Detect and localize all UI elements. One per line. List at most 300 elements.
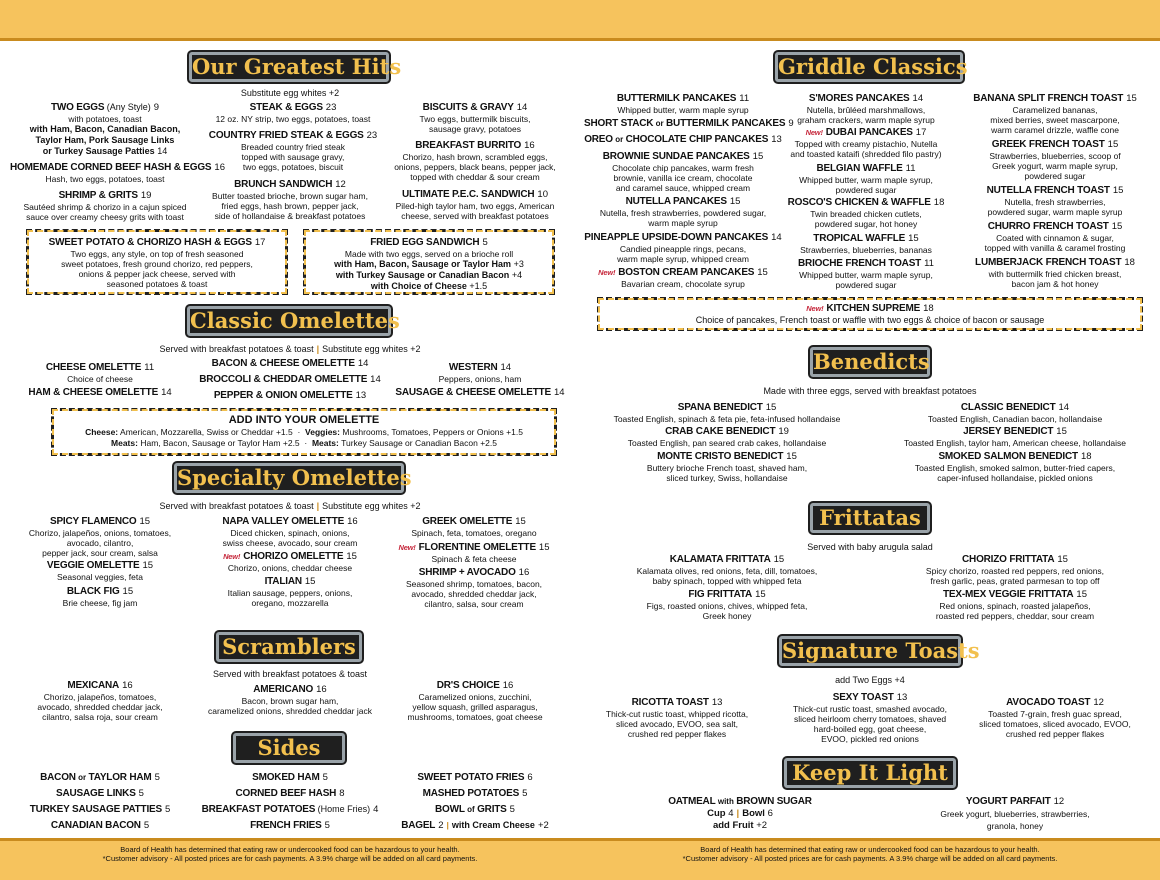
addon-text: Ham, Bacon, Sausage or Taylor Ham [140,438,281,448]
item-price: 17 [915,127,927,138]
menu-item-kitchen-supreme [600,303,1140,326]
omelette-addon-box [51,408,557,456]
item-name: SWEET POTATO & CHORIZO HASH & EGGS [48,237,252,248]
item-price: 15 [122,586,134,597]
menu-item-americano [190,684,390,716]
addon-title: ADD INTO YOUR OMELETTE [228,414,380,426]
item-desc: roasted red peppers, cheddar, sour cream [935,611,1095,621]
item-desc: Nutella, fresh strawberries, [1004,197,1106,207]
item-name: BREAKFAST POTATOES [201,804,316,815]
item-sub-price: +1.5 [469,281,488,291]
side-sausage-links [0,788,200,800]
menu-item-drs-choice [375,680,575,722]
item-name-suffix: (Any Style) [106,102,151,112]
toasts-note: add Two Eggs +4 [835,675,905,685]
item-price: 12 [335,179,346,190]
item-name: GRITS [477,804,507,815]
addon-text: Mushrooms, Tomatoes, Peppers or Onions [342,427,504,437]
menu-item-yogurt-parfait [915,796,1115,832]
item-desc: Whipped butter, warm maple syrup [617,105,749,115]
item-desc: EVOO, pickled red onions [821,734,919,744]
item-price: 14 [912,93,924,104]
item-price: 5 [324,820,330,831]
item-desc: caper-infused hollandaise, pickled onions [937,473,1093,483]
item-name: KITCHEN SUPREME [826,303,921,314]
item-name: ROSCO'S CHICKEN & WAFFLE [787,197,931,208]
menu-item-pepper-onion-omelette [190,390,390,402]
menu-item-brunch-sandwich [190,179,390,221]
menu-item-brownie-sundae-pancakes [588,151,778,193]
item-price: 5 [522,788,528,799]
item-name: KALAMATA FRITTATA [669,554,771,565]
item-name: CHORIZO OMELETTE [243,551,344,562]
item-desc: crushed red pepper flakes [627,729,727,739]
item-desc: Candied pineapple rings, pecans, [619,244,747,254]
menu-item-greek-omelette [374,516,574,538]
item-sub: with Choice of Cheese [370,281,467,291]
item-desc: Made with two eggs, served on a brioche roll [344,249,514,259]
item-name: TAYLOR HAM [88,772,152,783]
item-desc: with potatoes, toast [68,114,142,124]
item-price: 15 [908,233,919,244]
menu-item-pineapple-pancakes [584,232,782,264]
item-desc: warm maple syrup, whipped cream [617,254,749,264]
item-name: AVOCADO TOAST [1006,697,1091,708]
item-sub: with Ham, Bacon, Canadian Bacon, [29,124,181,134]
menu-item-greek-french-toast [955,139,1155,181]
item-name: BREAKFAST BURRITO [415,140,522,151]
item-price: 15 [755,589,766,600]
menu-item-black-fig [0,586,200,608]
item-desc: Caramelized bananas, [1012,105,1098,115]
menu-item-tropical-waffle [766,233,966,255]
item-name: FLORENTINE OMELETTE [418,542,536,553]
item-sub-price: +3 [513,259,524,269]
side-smoked-ham [190,772,390,784]
item-price: 15 [752,151,764,162]
item-connector: or [615,135,624,144]
item-desc: Sautéed shrimp & chorizo in a cajun spiced [23,202,187,212]
item-price: 19 [140,190,152,201]
item-price: 15 [1111,221,1123,232]
item-name: MASHED POTATOES [422,788,520,799]
item-name: BLACK FIG [66,586,120,597]
item-name: SAUSAGE LINKS [56,788,136,799]
item-price: 10 [537,189,548,200]
item-name: BROWN SUGAR [736,796,812,807]
item-desc: Caramelized onions, zucchini, [418,692,532,702]
item-desc: Kalamata olives, red onions, feta, dill, tomatoes, [636,566,818,576]
menu-item-nutella-french-toast [955,185,1155,217]
menu-item-chorizo-frittata [884,554,1146,586]
menu-item-lumberjack-french-toast [955,257,1155,289]
menu-item-spicy-flamenco [0,516,200,558]
item-name: BROWNIE SUNDAE PANCAKES [602,151,750,162]
item-desc: Whipped butter, warm maple syrup, [799,175,933,185]
item-price: 5 [482,237,488,248]
item-desc: Bavarian cream, chocolate syrup [621,279,745,289]
frittatas-note: Served with baby arugula salad [807,542,933,552]
menu-item-western [380,362,580,384]
menu-item-buttermilk-pancakes [588,93,778,115]
addon-line-1: Cheese: American, Mozzarella, Swiss or Cheddar +1.5 · Veggies: Mushrooms, Tomatoes, Peppers or Onions +1.5 [85,427,523,437]
item-name: CHORIZO FRITTATA [962,554,1055,565]
item-desc: Bacon, brown sugar ham, [241,696,339,706]
item-name: SPANA BENEDICT [677,402,763,413]
menu-item-chorizo-omelette [190,551,390,573]
menu-item-jersey-benedict [884,426,1146,448]
item-option: Cup [707,808,726,819]
item-name: SHRIMP + AVOCADO [418,567,516,578]
menu-item-breakfast-burrito [375,140,575,182]
item-desc: Breaded country fried steak [241,142,345,152]
item-price: 11 [739,93,750,104]
item-name: CHURRO FRENCH TOAST [987,221,1109,232]
item-price: 13 [896,692,908,703]
footer-line: *Customer advisory - All posted prices are for cash payments. A 3.9% charge will be added on all card payments. [102,854,478,863]
item-name: TROPICAL WAFFLE [813,233,906,244]
item-price: 5 [509,804,515,815]
side-bowl-grits [375,804,575,816]
item-desc: 12 oz. NY strip, two eggs, potatoes, toast [215,114,371,124]
item-desc: with buttermilk fried chicken breast, [988,269,1122,279]
item-desc: Italian sausage, peppers, onions, [227,588,353,598]
item-price: 8 [339,788,345,799]
side-canadian-bacon [0,820,200,832]
item-name: MEXICANA [67,680,120,691]
note-part: Substitute egg whites +2 [322,344,421,354]
item-name: YOGURT PARFAIT [965,796,1051,807]
item-option: Bowl [742,808,765,819]
item-connector: or [655,119,664,128]
item-desc: fresh garlic, peas, grated parmesan to top off [930,576,1100,586]
item-price: 4 [373,804,379,815]
item-desc: topped with vanilla & caramel frosting [984,243,1126,253]
item-desc: onions & pepper jack cheese, served with [78,269,236,279]
menu-item-spana-benedict [597,402,857,424]
item-price: 18 [933,197,945,208]
item-desc: Chorizo, hash brown, scrambled eggs, [402,152,548,162]
item-name: SEXY TOAST [832,692,894,703]
classic-omelettes-note: Served with breakfast potatoes & toast | Substitute egg whites +2 [159,344,421,354]
item-price: 6 [527,772,533,783]
addon-price: +2.5 [480,438,497,448]
footer-line: Board of Health has determined that eating raw or undercooked food can be hazardous to your health. [120,845,460,854]
item-price: 5 [154,772,160,783]
menu-item-mexicana [0,680,200,722]
item-name: DR'S CHOICE [436,680,500,691]
item-desc: hard-boiled egg, goat cheese, [813,724,927,734]
item-desc: Hash, two eggs, potatoes, toast [45,174,165,184]
item-name: CANADIAN BACON [50,820,141,831]
item-price: 16 [214,162,225,173]
item-name: LUMBERJACK FRENCH TOAST [975,257,1122,268]
item-desc: bacon jam & hot honey [1011,279,1099,289]
item-desc: topped with cheddar & sour cream [410,172,540,182]
item-desc: Thick-cut rustic toast, whipped ricotta, [605,709,749,719]
scramblers-note: Served with breakfast potatoes & toast [212,669,368,679]
footer-right [580,845,1160,863]
item-desc: Greek yogurt, warm maple syrup, [992,161,1118,171]
note-part: Served with breakfast potatoes & toast [159,344,314,354]
specialty-omelettes-note: Served with breakfast potatoes & toast | Substitute egg whites +2 [159,501,421,511]
menu-item-dubai-pancakes [766,127,966,159]
item-desc: side of hollandaise & breakfast potatoes [214,211,366,221]
item-price: 15 [1076,589,1087,600]
item-name: BUTTERMILK PANCAKES [666,118,786,129]
item-desc: pepper jack, sour cream, salsa [42,548,158,558]
item-sub: with Ham, Bacon, Sausage or Taylor Ham [334,259,512,269]
menu-item-ham-cheese-omelette [10,387,190,399]
item-price: 12 [1053,796,1065,807]
item-desc: Buttery brioche French toast, shaved ham, [646,463,808,473]
item-desc: caramelized onions, shredded cheddar jack [208,706,372,716]
menu-item-country-fried-steak [198,130,388,172]
item-desc: warm maple syrup [648,218,718,228]
item-price: 16 [316,684,327,695]
menu-item-kalamata-frittata [597,554,857,586]
item-sub: with Turkey Sausage or Canadian Bacon [335,270,510,280]
item-price: 15 [773,554,785,565]
item-price: 15 [1107,139,1119,150]
item-name: CORNED BEEF HASH [235,788,337,799]
item-price: 15 [1057,554,1068,565]
item-desc: Twin breaded chicken cutlets, [810,209,922,219]
menu-item-churro-french-toast [955,221,1155,253]
item-desc: warm caramel drizzle, waffle cone [991,125,1119,135]
item-price: 12 [1093,697,1104,708]
item-desc: Spinach & feta cheese [431,554,517,564]
item-option-price: 6 [767,808,773,819]
item-desc: mixed berries, sweet mascarpone, [990,115,1120,125]
item-name: BAGEL [401,820,436,831]
item-name: AMERICANO [253,684,314,695]
menu-item-italian [190,576,390,608]
item-desc: Topped with creamy pistachio, Nutella [794,139,938,149]
item-desc: seasoned potatoes & toast [106,279,208,289]
new-badge: New! [805,128,823,137]
item-name: STEAK & EGGS [249,102,323,113]
item-desc: Strawberries, blueberries, scoop of [989,151,1121,161]
item-desc: sliced tomatoes, sliced avocado, EVOO, [979,719,1131,729]
item-desc: cilantro, salsa, sour cream [424,599,524,609]
menu-item-avocado-toast [955,697,1155,739]
menu-item-fig-frittata [597,589,857,621]
item-name-suffix: (Home Fries) [317,804,371,814]
specialty-omelettes-banner: Specialty Omelettes [174,463,404,493]
item-price: 16 [502,680,514,691]
item-name: SPICY FLAMENCO [49,516,137,527]
item-price: 15 [538,542,550,553]
item-desc: cheese, served with breakfast potatoes [401,211,549,221]
item-name: SHORT STACK [584,118,654,129]
item-desc: baby spinach, topped with whipped feta [652,576,802,586]
item-price: 5 [138,788,144,799]
item-desc: powdered sugar [835,280,897,290]
note-part: Served with breakfast potatoes & toast [159,501,314,511]
item-price: 23 [325,102,337,113]
item-sub-price: +4 [511,270,523,280]
item-price: 15 [1112,185,1124,196]
item-desc: Chorizo, onions, cheddar cheese [227,563,353,573]
item-price: 5 [143,820,150,831]
menu-item-monte-cristo-benedict [597,451,857,483]
sides-banner: Sides [233,733,345,763]
side-corned-beef-hash [190,788,390,800]
item-name: SMOKED HAM [252,772,320,783]
item-price: 15 [139,516,151,527]
menu-item-smoked-salmon-benedict [884,451,1146,483]
menu-item-veggie-omelette [0,560,200,582]
item-name: BELGIAN WAFFLE [816,163,903,174]
item-price: 11 [905,163,916,174]
item-price: 16 [122,680,133,691]
item-name: BACON [40,772,76,783]
item-desc: Strawberries, blueberries, bananas [800,245,932,255]
item-desc: avocado, shredded cheddar jack, [411,589,537,599]
side-mashed-potatoes [375,788,575,800]
item-name: FIG FRITTATA [688,589,753,600]
item-desc: Toasted English, taylor ham, American cheese, hollandaise [903,438,1127,448]
item-desc: Seasoned shrimp, tomatoes, bacon, [405,579,543,589]
item-name: BRUNCH SANDWICH [234,179,333,190]
item-name: BANANA SPLIT FRENCH TOAST [973,93,1124,104]
item-desc: Chorizo, jalapeños, tomatoes, [43,692,157,702]
item-name: NUTELLA FRENCH TOAST [986,185,1110,196]
item-name: OREO [584,134,613,145]
item-name: JERSEY BENEDICT [963,426,1054,437]
signature-toasts-banner: Signature Toasts [779,636,961,666]
item-desc: crushed red pepper flakes [1005,729,1105,739]
item-name: COUNTRY FRIED STEAK & EGGS [208,130,364,141]
item-price: 13 [355,390,367,401]
addon-line-2: Meats: Ham, Bacon, Sausage or Taylor Ham +2.5 · Meats: Turkey Sausage or Canadian Bacon +2.5 [111,438,497,448]
item-desc: graham crackers, warm maple syrup [797,115,935,125]
addon-label: Veggies: [305,427,340,437]
item-desc: brownie, vanilla ice cream, chocolate [613,173,753,183]
item-desc: Toasted English, spinach & feta pie, feta-infused hollandaise [613,414,841,424]
item-name: SMOKED SALMON BENEDICT [938,451,1078,462]
item-desc: Piled-high taylor ham, two eggs, American [395,201,555,211]
item-desc: swiss cheese, avocado, sour cream [222,538,358,548]
item-desc: sauce over creamy cheesy grits with toast [26,212,184,222]
item-desc: sliced heirloom cherry tomatoes, shaved [793,714,947,724]
item-name: BACON & CHEESE OMELETTE [211,358,355,369]
menu-item-tex-mex-frittata [884,589,1146,621]
footer-left [0,845,580,863]
item-desc: Choice of pancakes, French toast or waffle with two eggs & choice of bacon or sausage [695,315,1045,325]
item-option: add Fruit [712,820,754,831]
menu-item-classic-benedict [884,402,1146,424]
item-desc: Coated with cinnamon & sugar, [996,233,1114,243]
menu-item-nutella-pancakes [588,196,778,228]
item-price: 19 [778,426,789,437]
item-name: SAUSAGE & CHEESE OMELETTE [395,387,551,398]
frittatas-banner: Frittatas [810,503,930,533]
item-price: 14 [500,362,512,373]
item-desc: and caramel sauce, whipped cream [615,183,751,193]
new-badge: New! [223,552,241,561]
menu-item-two-eggs [10,102,200,157]
menu-item-fried-egg-sandwich [306,237,552,292]
item-price: 15 [729,196,741,207]
new-badge: New! [806,304,824,313]
new-badge: New! [398,543,416,552]
item-name: FRIED EGG SANDWICH [370,237,480,248]
item-desc: Spicy chorizo, roasted red peppers, red onions, [925,566,1105,576]
item-price: 17 [254,237,266,248]
item-desc: avocado, shredded cheddar jack, [37,702,163,712]
benedicts-banner: Benedicts [810,347,930,377]
menu-item-sweet-potato-hash [29,237,285,289]
item-price: 15 [1126,93,1137,104]
item-name: OATMEAL [668,796,716,807]
item-desc: Butter toasted brioche, brown sugar ham, [212,191,368,201]
item-price: 14 [370,374,381,385]
item-price: 15 [1056,426,1067,437]
greatest-hits-note: Substitute egg whites +2 [240,88,340,98]
item-desc: and toasted kataifi (shredded filo pastry) [790,149,942,159]
menu-item-smores-pancakes [766,93,966,125]
item-price: 18 [923,303,934,314]
item-extra-price: +2 [537,820,549,831]
note-part: Substitute egg whites +2 [322,501,421,511]
item-desc: sweet potatoes, fresh ground chorizo, red peppers, [61,259,253,269]
item-name: BUTTERMILK PANCAKES [616,93,737,104]
item-name: PEPPER & ONION OMELETTE [213,390,353,401]
item-price: 9 [153,102,160,113]
item-name: ITALIAN [264,576,302,587]
scramblers-banner: Scramblers [216,632,362,662]
item-price: 23 [366,130,378,141]
item-connector: with [717,797,734,806]
item-desc: sliced avocado, EVOO, sea salt, [616,719,738,729]
item-name: S'MORES PANCAKES [808,93,910,104]
item-name: WESTERN [448,362,498,373]
footer-line: Board of Health has determined that eating raw or undercooked food can be hazardous to your health. [700,845,1040,854]
menu-item-roscos-chicken-waffle [766,197,966,229]
item-price: 15 [304,576,316,587]
item-desc: avocado, cilantro, [66,538,134,548]
menu-item-sexy-toast [765,692,975,744]
menu-item-ricotta-toast [582,697,772,739]
menu-item-oatmeal: OATMEAL with BROWN SUGAR Cup 4 | Bowl 6 add Fruit +2 [668,796,812,831]
item-option-price: +2 [756,820,768,831]
featured-box-fried-egg-sandwich [303,229,555,295]
item-price: 14 [771,232,782,243]
item-sub-price: 14 [157,146,168,156]
menu-item-corned-beef-hash [10,162,225,184]
item-price: 18 [1124,257,1135,268]
item-desc: sliced turkey, Swiss, hollandaise [666,473,788,483]
item-name: MONTE CRISTO BENEDICT [657,451,784,462]
item-name: SHRIMP & GRITS [58,190,138,201]
menu-item-florentine-omelette [374,542,574,564]
item-price: 16 [347,516,358,527]
menu-item-short-stack [584,118,794,130]
item-desc: mushrooms, tomatoes, goat cheese [407,712,543,722]
item-desc: powdered sugar [1024,171,1086,181]
item-price: 11 [144,362,155,373]
item-name: NUTELLA PANCAKES [625,196,727,207]
item-price: 15 [515,516,526,527]
menu-item-broccoli-cheddar-omelette [190,374,390,386]
item-desc: Diced chicken, spinach, onions, [230,528,350,538]
item-desc: Nutella, brûléed marshmallows, [806,105,926,115]
item-price: 13 [771,134,782,145]
item-desc: two eggs, potatoes, biscuit [242,162,344,172]
greatest-hits-banner: Our Greatest Hits [189,52,389,82]
